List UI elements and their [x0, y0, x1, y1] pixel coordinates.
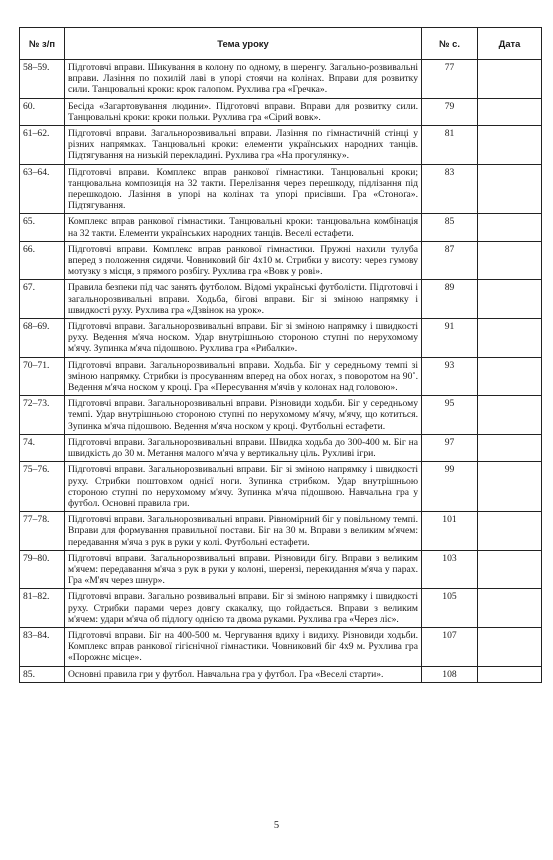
- lesson-number-cell: 66.: [20, 241, 65, 280]
- table-row: [20, 280, 542, 319]
- date-cell[interactable]: [478, 319, 542, 358]
- page-number-cell: 85: [422, 214, 478, 241]
- page: [19, 27, 541, 683]
- table-row: [20, 241, 542, 280]
- lesson-topic-cell: Бесіда «Загартовування людини». Підготовчі вправи. Вправи для розвитку сили. Танцювальні кроки: кроки польки. Рухлива гра «Сірий вовк».: [65, 98, 422, 125]
- lesson-topic-cell: Підготовчі вправи. Комплекс вправ ранкової гімнастики. Танцювальні кроки; танцювальна композиція на 32 такти. Перелізання через перешкоду, підлізання під перешкодою. Лазіння в упорі на колінах та упорі присівши. Гра «Стоноґа». Підтягування.: [65, 164, 422, 214]
- lesson-topic-cell: Підготовчі вправи. Комплекс вправ ранкової гімнастики. Пружні нахили тулуба вперед з положення сидячи. Човниковий біг 4x10 м. Стрибки у висоту: через гумову мотузку з місця, з прямого розбігу. Рухлива гра «Вовк у рові».: [65, 241, 422, 280]
- lesson-number-cell: 70–71.: [20, 357, 65, 396]
- table-row: [20, 462, 542, 512]
- header-topic: Тема уроку: [65, 28, 422, 60]
- table-header-row: [20, 28, 542, 60]
- lesson-topic-cell: Підготовчі вправи. Загальнорозвивальні вправи. Різновиди бігу. Вправи з великим м'ячем: передавання м'яча з рук в руки у колоні, шерензі, перекидання м'яча у парах. Гра «М'яч через шнур».: [65, 550, 422, 589]
- lesson-topic-cell: Підготовчі вправи. Шикування в колону по одному, в шеренгу. Загально-розвивальні вправи. Лазіння по похилій лаві в упорі стоячи на колінах. Вправи для розвитку сили. Танцювальні кроки: крок галопом. Рухлива гра «Гречка».: [65, 60, 422, 99]
- lesson-topic-cell: Підготовчі вправи. Загальнорозвивальні вправи. Ходьба. Біг у середньому темпі зі зміною напрямку. Стрибки із просуванням вперед на обох ногах, з поворотом на 90˚. Ведення м'яча носком у кроці. Гра «Пересування м'ячів у колонах над головою».: [65, 357, 422, 396]
- date-cell[interactable]: [478, 357, 542, 396]
- lesson-topic-cell: Підготовчі вправи. Біг на 400-500 м. Чергування вдиху і видиху. Різновиди ходьби. Комплекс вправ ранкової гігієнічної гімнастики. Човниковий біг 4x9 м. Рухлива гра «Порожнє місце».: [65, 627, 422, 666]
- lesson-topic-cell: Підготовчі вправи. Загальнорозвивальні вправи. Різновиди ходьби. Біг у середньому темпі. Удар внутрішньою стороною ступні по нерухомому м'ячу, м'ячу, що котиться. Зупинка м'яча підошвою. Ведення м'яча носком у кроці. Футбольні естафети.: [65, 396, 422, 435]
- page-number-cell: 79: [422, 98, 478, 125]
- table-row: [20, 550, 542, 589]
- page-number-cell: 91: [422, 319, 478, 358]
- page-number-cell: 97: [422, 434, 478, 461]
- lesson-number-cell: 85.: [20, 666, 65, 682]
- header-number: № з/п: [20, 28, 65, 60]
- lesson-number-cell: 77–78.: [20, 512, 65, 551]
- header-page: № с.: [422, 28, 478, 60]
- table-body: [20, 60, 542, 683]
- lesson-topic-cell: Підготовчі вправи. Загальнорозвивальні вправи. Лазіння по гімнастичній стінці у різних напрямках. Танцювальні кроки: елементи українських народних танців. Підтягування на низькій перекладині. Рухлива гра «На прогулянку».: [65, 126, 422, 165]
- page-number-cell: 77: [422, 60, 478, 99]
- date-cell[interactable]: [478, 434, 542, 461]
- lesson-number-cell: 60.: [20, 98, 65, 125]
- page-number: 5: [273, 820, 280, 831]
- table-row: [20, 396, 542, 435]
- page-number-cell: 83: [422, 164, 478, 214]
- lesson-topic-cell: Підготовчі вправи. Загальнорозвивальні вправи. Рівномірний біг у повільному темпі. Вправи для формування правильної постави. Біг на 30 м. Вправи з великим м'ячем: передавання м'яча з рук в руки у колі. Футбольні естафети.: [65, 512, 422, 551]
- lesson-number-cell: 65.: [20, 214, 65, 241]
- date-cell[interactable]: [478, 666, 542, 682]
- header-date: Дата: [478, 28, 542, 60]
- lesson-plan-table: [19, 27, 542, 683]
- date-cell[interactable]: [478, 512, 542, 551]
- lesson-number-cell: 68–69.: [20, 319, 65, 358]
- date-cell[interactable]: [478, 164, 542, 214]
- date-cell[interactable]: [478, 241, 542, 280]
- page-number-cell: 99: [422, 462, 478, 512]
- lesson-topic-cell: Підготовчі вправи. Загальнорозвивальні вправи. Швидка ходьба до 300-400 м. Біг на швидкість до 30 м. Метання малого м'яча у вертикальну ціль. Рухливі ігри.: [65, 434, 422, 461]
- lesson-topic-cell: Комплекс вправ ранкової гімнастики. Танцювальні кроки: танцювальна комбінація на 32 такти. Елементи українських народних танців. Веселі естафети.: [65, 214, 422, 241]
- lesson-topic-cell: Основні правила гри у футбол. Навчальна гра у футбол. Гра «Веселі старти».: [65, 666, 422, 682]
- table-row: [20, 164, 542, 214]
- page-number-cell: 108: [422, 666, 478, 682]
- page-number-cell: 103: [422, 550, 478, 589]
- page-number-cell: 89: [422, 280, 478, 319]
- date-cell[interactable]: [478, 550, 542, 589]
- lesson-number-cell: 75–76.: [20, 462, 65, 512]
- lesson-number-cell: 72–73.: [20, 396, 65, 435]
- date-cell[interactable]: [478, 280, 542, 319]
- page-number-cell: 93: [422, 357, 478, 396]
- lesson-number-cell: 83–84.: [20, 627, 65, 666]
- date-cell[interactable]: [478, 396, 542, 435]
- date-cell[interactable]: [478, 60, 542, 99]
- page-number-cell: 87: [422, 241, 478, 280]
- page-number-cell: 101: [422, 512, 478, 551]
- table-row: [20, 98, 542, 125]
- table-row: [20, 214, 542, 241]
- lesson-number-cell: 74.: [20, 434, 65, 461]
- lesson-topic-cell: Підготовчі вправи. Загальнорозвивальні вправи. Біг зі зміною напрямку і швидкості руху. Ведення м'яча носком. Удар внутрішньою стороною ступні по нерухомому м'ячу. Зупинка м'яча підошвою. Рухлива гра «Рибалки».: [65, 319, 422, 358]
- table-row: [20, 357, 542, 396]
- lesson-number-cell: 61–62.: [20, 126, 65, 165]
- table-row: [20, 666, 542, 682]
- lesson-number-cell: 67.: [20, 280, 65, 319]
- table-row: [20, 434, 542, 461]
- date-cell[interactable]: [478, 214, 542, 241]
- table-row: [20, 627, 542, 666]
- page-number-cell: 81: [422, 126, 478, 165]
- table-row: [20, 319, 542, 358]
- page-number-cell: 95: [422, 396, 478, 435]
- lesson-number-cell: 79–80.: [20, 550, 65, 589]
- table-row: [20, 126, 542, 165]
- date-cell[interactable]: [478, 462, 542, 512]
- lesson-number-cell: 63–64.: [20, 164, 65, 214]
- page-number-cell: 107: [422, 627, 478, 666]
- date-cell[interactable]: [478, 589, 542, 628]
- lesson-topic-cell: Підготовчі вправи. Загальнорозвивальні вправи. Біг зі зміною напрямку і швидкості руху. Стрибки поштовхом однієї ноги. Зупинка стрибком. Удар внутрішньою стороною ступні по нерухомому м'ячу. Зупинка м'яча підошвою. Навчальна гра у футбол. Основні правила гри.: [65, 462, 422, 512]
- table-row: [20, 512, 542, 551]
- date-cell[interactable]: [478, 627, 542, 666]
- lesson-number-cell: 58–59.: [20, 60, 65, 99]
- page-number-cell: 105: [422, 589, 478, 628]
- table-row: [20, 60, 542, 99]
- lesson-topic-cell: Підготовчі вправи. Загально розвивальні вправи. Біг зі зміною напрямку і швидкості руху. Стрибки парами через довгу скакалку, що гойдається. Вправи з великим м'ячем: удари м'яча об підлогу однією та двома руками. Рухлива гра «Через ліс».: [65, 589, 422, 628]
- table-row: [20, 589, 542, 628]
- date-cell[interactable]: [478, 126, 542, 165]
- lesson-number-cell: 81–82.: [20, 589, 65, 628]
- lesson-topic-cell: Правила безпеки під час занять футболом. Відомі українські футболісти. Підготовчі і загальнорозвивальні вправи. Ходьба, бігові вправи. Біг зі зміною напрямку і швидкості руху. Рухлива гра «Дзвінок на урок».: [65, 280, 422, 319]
- date-cell[interactable]: [478, 98, 542, 125]
